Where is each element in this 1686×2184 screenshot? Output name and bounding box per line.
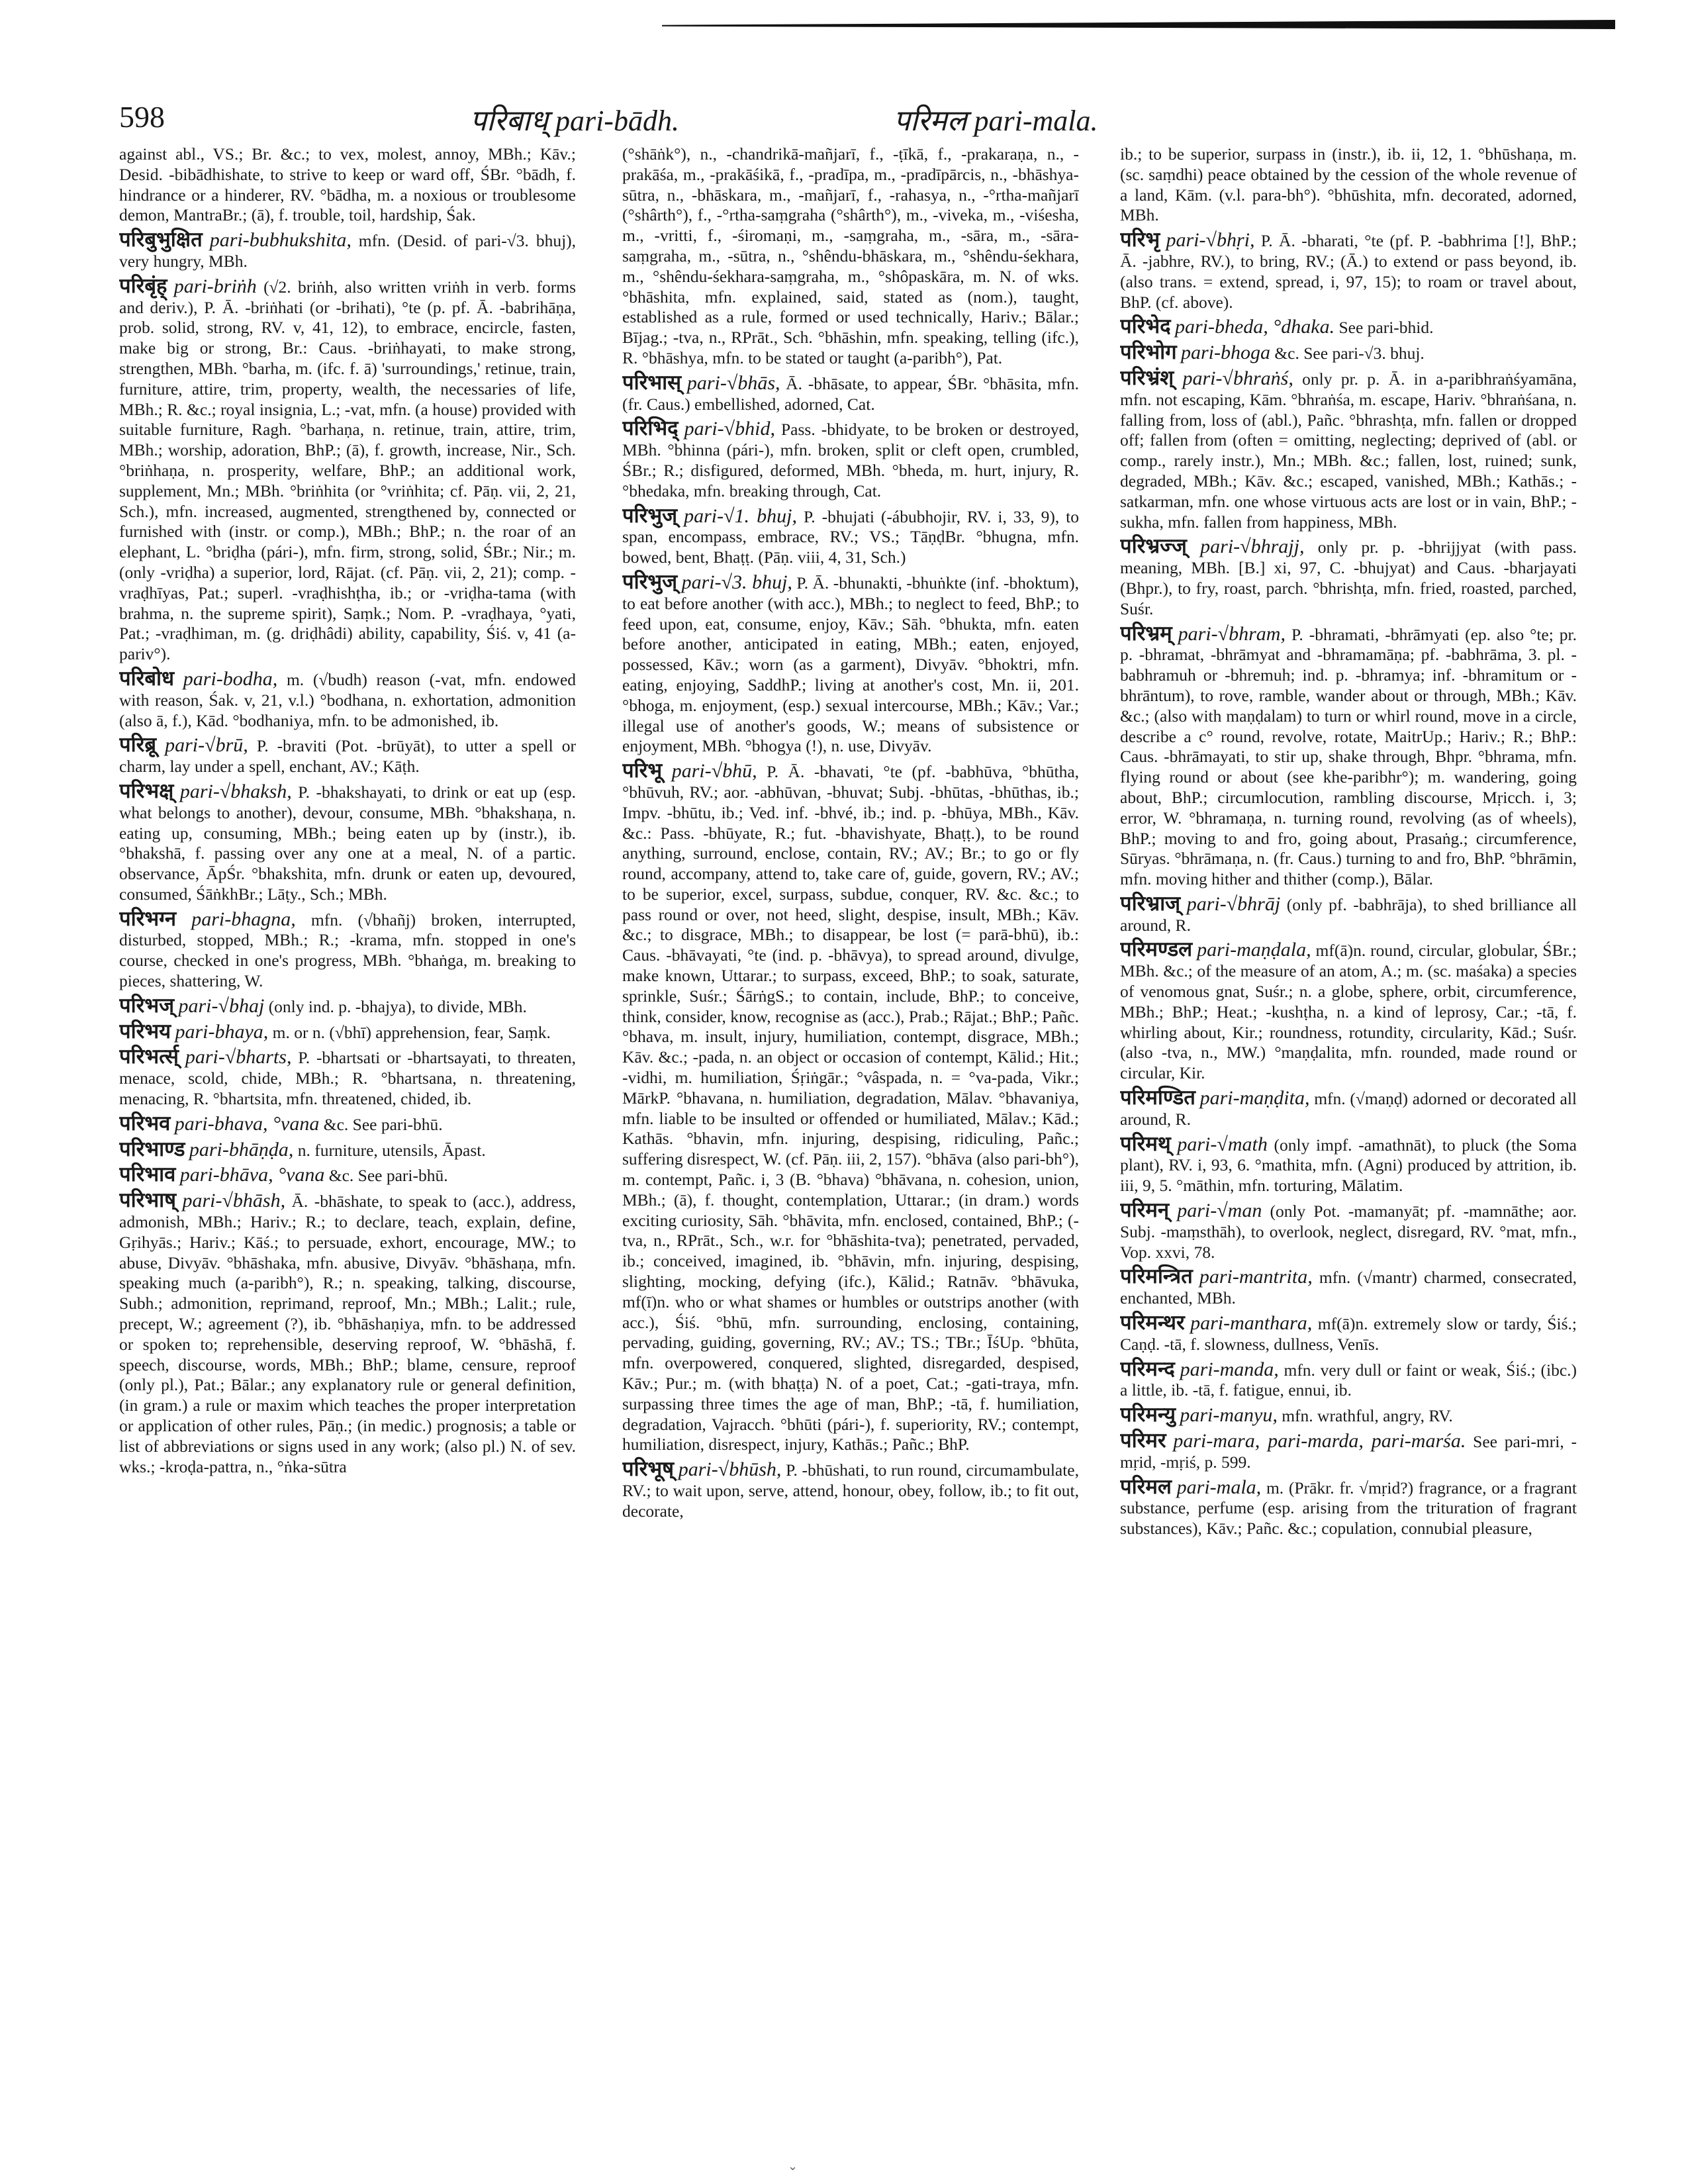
entry-headword: परिभृ (1120, 228, 1160, 252)
entry-transliteration: pari-√bharts, (185, 1046, 292, 1068)
entry-transliteration: pari-√bhram, (1178, 622, 1286, 645)
entry-text: only pr. p. Ā. in a-paribhraṅśyamāna, mfn. not escaping, Kām. °bhraṅśa, m. escape, Hariv. °bhraṅśana, n. falling from, loss of (abl.), Pañc. °bhrashṭa, mfn. fallen or dropped off; fallen from (often = omitting, neglecting; deprived of (abl. or comp., rarely instr.), Mn.; MBh. &c.; fallen, lost, ruined; sunk, degraded, MBh.; Kāv. &c.; escaped, vanished, MBh.; Kathās.; -satkarman, mfn. one whose virtuous acts are lost or in vain, BhP.; -sukha, mfn. fallen from happiness, MBh. (1120, 369, 1577, 532)
dictionary-entry (622, 503, 1079, 568)
entry-text: (only pf. -babhrāja), to shed brilliance all around, R. (1120, 894, 1577, 935)
entry-headword: परिब्रू (119, 733, 157, 757)
entry-text: mfn. wrathful, angry, RV. (1282, 1406, 1453, 1426)
entry-headword: परिमर (1120, 1429, 1166, 1452)
entry-transliteration: pari-√3. bhuj, (681, 571, 792, 593)
entry-headword: परिभू (622, 759, 663, 783)
entry-headword: परिमण्डित (1120, 1086, 1195, 1110)
dictionary-columns (119, 144, 1575, 2144)
dictionary-entry (1120, 316, 1577, 338)
entry-transliteration: pari-manthara, (1190, 1312, 1313, 1335)
entry-text: mfn. (√mantr) charmed, consecrated, enchanted, MBh. (1120, 1268, 1577, 1308)
entry-transliteration: pari-√bhraṅś, (1182, 367, 1293, 389)
dictionary-entry (119, 1111, 576, 1135)
entry-transliteration: pari-bhaya, (175, 1020, 269, 1043)
entry-headword: परिभूष् (622, 1457, 675, 1481)
entry-text: mf(ā)n. round, circular, globular, ŚBr.; MBh. &c.; of the measure of an atom, A.; m. (sc. maśaka) a species of venomous gnat, Suśr.; n. a globe, sphere, orbit, circumference, MBh.; BhP.; Heat.; -kushṭha, n. a kind of leprosy, Car.; -tā, f. whirling about, Kir.; roundness, rotundity, circularity, Kād.; Suśr. (also -tva, n., MW.) °maṇḍalita, mfn. rounded, made round or circular, Kir. (1120, 941, 1577, 1083)
entry-transliteration: pari-√bhū, (671, 760, 757, 783)
entry-transliteration: pari-briṅh (173, 275, 257, 297)
entry-headword: परिभय (119, 1019, 171, 1043)
entry-transliteration: pari-√bhās, (686, 371, 780, 394)
entry-headword: परिभास् (622, 370, 682, 394)
entry-transliteration: pari-bhāṇḍa, (189, 1138, 294, 1161)
entry-transliteration: pari-bhagna, (191, 908, 296, 930)
dictionary-entry (1120, 1200, 1577, 1262)
entry-text: only pr. p. -bhrijjyat (with pass. meaning, MBh. [B.] xi, 97, C. -bhujyat) and Caus. -bharjayati (Bhpr.), to fry, roast, parch. °bhrishṭa, mfn. fried, roasted, parched, Suśr. (1120, 538, 1577, 618)
entry-text: P. -bhakshayati, to drink or eat up (esp. what belongs to another), devour, consume, MBh. °bhakshaṇa, n. eating up, consuming, MBh.; being eaten up by (instr.), ib. °bhakshā, f. passing over any one at a meal, N. of a partic. observance, ĀpŚr. °bhakshita, mfn. drunk or eaten up, devoured, consumed, ŚāṅkhBr.; Lāṭy., Sch.; MBh. (119, 782, 576, 904)
entry-transliteration: pari-maṇḍala, (1197, 939, 1311, 961)
entry-headword: परिबुभुक्षित (119, 228, 203, 252)
entry-text: P. -bhūshati, to run round, circumambulate, RV.; to wait upon, serve, attend, honour, obey, follow, ib.; to fit out, decorate, (622, 1460, 1079, 1521)
entry-text: P. Ā. -bharati, °te (pf. P. -babhrima [!], BhP.; Ā. -jabhre, RV.), to bring, RV.; (Ā.) to extend or pass beyond, ib. (also trans. = extend, spread, i, 97, 15); to roam or travel about, BhP. (cf. above). (1120, 231, 1577, 312)
entry-transliteration: pari-bubhukshita, (209, 229, 351, 252)
entry-headword: परिमन्द (1120, 1356, 1175, 1380)
entry-text: &c. See pari-√3. bhuj. (1274, 344, 1425, 363)
entry-text: m. (Prākr. fr. √mṛid?) fragrance, or a fragrant substance, perfume (esp. arising from the trituration of fragrant substances), Kāv.; Pañc. &c.; copulation, connubial pleasure, (1120, 1478, 1577, 1539)
entry-headword: परिभेद (1120, 314, 1171, 338)
dictionary-entry (119, 230, 576, 272)
entry-headword: परिभुज् (622, 503, 678, 527)
entry-headword: परिभ्रज्ज् (1120, 534, 1187, 558)
entry-text: mfn. (√bhañj) broken, interrupted, disturbed, stopped, MBh.; R.; -krama, mfn. stopped in one's course, checked in one's progress, MBh. °bhaṅga, m. breaking to pieces, shattering, W. (119, 910, 576, 991)
entry-text: (only Pot. -mamanyāt; pf. -mamnāthe; aor. Subj. -maṃsthāh), to overlook, neglect, disregard, RV. °mat, mfn., Vop. xxvi, 78. (1120, 1202, 1577, 1262)
entry-headword: परिमल (1120, 1474, 1172, 1498)
entry-transliteration: pari-bhava, °vana (174, 1112, 320, 1135)
entry-transliteration: pari-√man (1177, 1200, 1262, 1222)
entry-transliteration: pari-√math (1177, 1133, 1268, 1155)
dictionary-entry (1120, 621, 1577, 890)
entry-headword: परिभर्त्स् (119, 1045, 179, 1068)
entry-text: mf(ā)n. extremely slow or tardy, Śiś.; Caṇḍ. -tā, f. slowness, dullness, Venīs. (1120, 1314, 1577, 1354)
entry-headword: परिभज् (119, 993, 175, 1017)
column-3 (1120, 144, 1577, 2144)
entry-headword: परिभुज् (622, 569, 678, 593)
top-rule (662, 20, 1615, 29)
entry-transliteration: pari-manyu, (1180, 1404, 1278, 1427)
dictionary-entry (1120, 1405, 1577, 1427)
dictionary-entry (1120, 536, 1577, 619)
entry-headword: परिभाव (119, 1163, 176, 1186)
dictionary-entry (1120, 891, 1577, 936)
entry-transliteration: pari-bhāva, °vana (179, 1164, 325, 1186)
entry-headword: परिमथ् (1120, 1131, 1171, 1155)
dictionary-entry (1120, 1266, 1577, 1309)
entry-transliteration: pari-bodha, (183, 667, 278, 690)
dictionary-entry (622, 418, 1079, 501)
entry-headword: परिभग्न (119, 906, 177, 930)
entry-transliteration: pari-mantrita, (1199, 1266, 1313, 1288)
dictionary-entry (1120, 1474, 1577, 1539)
entry-text: (only impf. -amathnāt), to pluck (the Soma plant), RV. i, 93, 6. °mathita, mfn. (Agni) produced by attrition, ib. iii, 9, 5. °māthin, mfn. torturing, Mālatim. (1120, 1135, 1577, 1196)
entry-transliteration: pari-bheda, °dhaka. (1174, 316, 1335, 338)
entry-headword: परिभ्रम् (1120, 621, 1172, 645)
dictionary-entry (1120, 939, 1577, 1084)
entry-text: See pari-bhid. (1338, 318, 1434, 338)
dictionary-entry (622, 761, 1079, 1455)
entry-text: m. or n. (√bhī) apprehension, fear, Saṃk. (272, 1022, 551, 1042)
dictionary-entry (1120, 230, 1577, 312)
entry-text: ib.; to be superior, surpass in (instr.), ib. ii, 12, 1. °bhūshaṇa, m. (sc. saṃdhi) peace obtained by the cession of the whole revenue of a land, Kām. (v.l. para-bh°). °bhūshita, mfn. decorated, adorned, MBh. (1120, 144, 1577, 225)
entry-text: Ā. -bhāsate, to appear, ŚBr. °bhāsita, mfn. (fr. Caus.) embellished, adorned, Cat. (622, 373, 1079, 414)
entry-headword: परिभिद् (622, 416, 679, 440)
entry-transliteration: pari-√bhrāj (1186, 892, 1281, 915)
entry-text: mfn. (√maṇḍ) adorned or decorated all around, R. (1120, 1089, 1577, 1129)
entry-text: n. furniture, utensils, Āpast. (297, 1140, 486, 1160)
dictionary-entry (119, 144, 576, 226)
entry-text: (only ind. p. -bhajya), to divide, MBh. (268, 996, 527, 1016)
entry-headword: परिमण्डल (1120, 937, 1193, 961)
entry-headword: परिभव (119, 1111, 171, 1135)
dictionary-entry (119, 1021, 576, 1043)
entry-headword: परिमन् (1120, 1198, 1170, 1222)
page-number: 598 (119, 100, 165, 134)
dictionary-entry (119, 993, 576, 1018)
dictionary-entry (1120, 1131, 1577, 1196)
entry-transliteration: pari-√bhāsh, (182, 1190, 286, 1212)
entry-transliteration: pari-bhoga (1180, 342, 1270, 364)
entry-text: Ā. -bhāshate, to speak to (acc.), address, admonish, MBh.; Hariv.; R.; to declare, teach, explain, define, Gṛihyās.; Hariv.; Kāś.; to persuade, exhort, encourage, MW.; to abuse, Divyāv. °bhāshaka, mfn. abusive, Divyāv. °bhāshaṇa, mfn. speaking much (a-paribh°), R.; n. speaking, talking, discourse, Subh.; admonition, reprimand, reproof, Mn.; MBh.; Lalit.; rule, precept, W.; agreement (?), ib. °bhāshaṇiya, mfn. to be addressed or spoken to; reprehensible, deserving reproof, W. °bhāshā, f. speech, discourse, words, MBh.; BhP.; blame, censure, reproof (only pl.), Pat.; Bālar.; any explanatory rule or general definition, (in gram.) a rule or maxim which teaches the proper interpretation or application of other rules, Pāṇ.; (in medic.) prognosis; a table or list of abbreviations or signs used in any work; (also pl.) N. of sev. wks.; -kroḍa-pattra, n., °ṅka-sūtra (119, 1192, 576, 1476)
entry-text: (°shāṅk°), n., -chandrikā-mañjarī, f., -ṭīkā, f., -prakaraṇa, n., -prakāśa, m., -prakāśikā, f., -pradīpa, m., -pradīpārcis, n., -bhāshya-sūtra, n., -bhāskara, m., -mañjarī, f., -rahasya, n., -°rtha-mañjarī (°shârth°), f., -°rtha-saṃgraha (°shârth°), m., -viveka, m., -viśesha, m., -vritti, f., -śiromaṇi, m., -saṃgraha, m., -sāra, m., -sāra-saṃgraha, m., -sūtra, n., °shêndu-bhāskara, m., °shêndu-śekhara, m., °shêndu-śekhara-saṃgraha, m., °shôpaskāra, m. N. of wks. °bhāshita, mfn. explained, said, stated as (nom.), taught, established as a rule, formed or used technically, Hariv.; Bālar.; Bījag.; -tva, n., RPrāt., Sch. °bhāshin, mfn. speaking, telling (ifc.), R. °bhāshya, mfn. to be stated or taught (a-paribh°), Pat. (622, 144, 1079, 367)
entry-transliteration: pari-mala, (1176, 1476, 1262, 1498)
dictionary-entry (119, 1190, 576, 1477)
entry-text: &c. See pari-bhū. (328, 1166, 448, 1186)
entry-text: against abl., VS.; Br. &c.; to vex, molest, annoy, MBh.; Kāv.; Desid. -bibādhishate, to strive to keep or ward off, ŚBr. °bādh, f. hindrance or a hinderer, RV. °bādha, m. a noxious or troublesome demon, MantraBr.; (ā), f. trouble, toil, hardship, Śak. (119, 144, 576, 225)
dictionary-entry (622, 569, 1079, 757)
dictionary-entry (119, 666, 576, 731)
entry-headword: परिभाण्ड (119, 1137, 185, 1161)
entry-text: P. -bhartsati or -bhartsayati, to threaten, menace, scold, chide, MBh.; R. °bhartsana, n. threatening, menacing, R. °bhartsita, mfn. threatened, chided, ib. (119, 1048, 576, 1109)
entry-headword: परिभक्ष् (119, 779, 174, 802)
entry-text: Pass. -bhidyate, to be broken or destroyed, MBh. °bhinna (pári-), mfn. broken, split or cleft open, crumbled, ŚBr.; R.; disfigured, deformed, MBh. °bheda, m. hurt, injury, R. °bhedaka, mfn. breaking through, Cat. (622, 420, 1079, 500)
entry-headword: परिभ्राज् (1120, 891, 1181, 915)
entry-text: P. -bhujati (-ábubhojir, RV. i, 33, 9), to span, encompass, embrace, RV.; VS.; TāṇḍBr. °bhugna, mfn. bowed, bent, Bhaṭṭ. (Pāṇ. viii, 4, 31, Sch.) (622, 506, 1079, 567)
entry-headword: परिभाष् (119, 1188, 177, 1212)
entry-transliteration: pari-√brū, (165, 734, 248, 757)
entry-transliteration: pari-maṇḍita, (1199, 1087, 1310, 1110)
entry-transliteration: pari-√bhaksh, (179, 780, 292, 802)
entry-headword: परिबोध (119, 666, 175, 690)
entry-transliteration: pari-√1. bhuj, (684, 504, 797, 527)
dictionary-entry (1120, 1356, 1577, 1401)
entry-text: mfn. very dull or faint or weak, Śiś.; (ibc.) a little, ib. -tā, f. fatigue, ennui, ib. (1120, 1360, 1577, 1400)
dictionary-entry (1120, 1431, 1577, 1473)
dictionary-entry (1120, 1313, 1577, 1355)
dictionary-entry (119, 906, 576, 992)
dictionary-entry (119, 273, 576, 665)
dictionary-entry (1120, 342, 1577, 364)
entry-headword: परिमन्त्रित (1120, 1264, 1193, 1288)
entry-text: See pari-mri, -mṛid, -mṛiś, p. 599. (1120, 1432, 1577, 1472)
dictionary-entry (1120, 365, 1577, 532)
left-running-head: परिबाध् pari-bādh. (470, 105, 679, 137)
dictionary-entry (622, 370, 1079, 415)
dictionary-entry (1120, 144, 1577, 226)
page-header (119, 99, 1575, 139)
entry-transliteration: pari-√bhṛi, (1166, 229, 1255, 252)
dictionary-entry (119, 1164, 576, 1186)
entry-headword: परिबृंह् (119, 273, 167, 297)
entry-text: P. -bhramati, -bhrāmyati (ep. also °te; pr. p. -bhramat, -bhrāmyat and -bhramamāṇa; pf. -babhrāma, 3. pl. -babhramuh or -bhremuh; ind. p. -bhramya; inf. -bhramitum or -bhrāntum), to rove, ramble, wander about or through, MBh.; Kāv. &c.; (also with maṇḍalam) to turn or whirl round, move in a circle, describe a c° round, revolve, rotate, MaitrUp.; Hariv.; R.; BhP.: Caus. -bhrāmayati, to stir up, shake through, Bhpr. °bhrama, mfn. flying round or about (see khe-paribhr°); m. wandering, going about, BhP.; circumlocution, rambling discourse, Mṛicch. i, 3; error, W. °bhramaṇa, n. turning round, revolving (as of wheels), BhP.; moving to and fro, going about, Prasaṅg.; circumference, Sūryas. °bhrāmaṇa, n. (fr. Caus.) turning to and fro, BhP. °bhrāmin, mfn. moving hither and thither (comp.), Bālar. (1120, 624, 1577, 889)
entry-text: P. Ā. -bhavati, °te (pf. -babhūva, °bhūtha, °bhūvuh, RV.; aor. -abhūvan, -bhuvat; Subj. -bhūtas, -bhūthas, ib.; Impv. -bhūtu, ib.; Ved. inf. -bhvé, ib.; ind. p. -bhūya, MBh., Kāv. &c.: Pass. -bhūyate, R.; fut. -bhavishyate, Bhaṭṭ.), to be round anything, surround, enclose, contain, RV.; AV.; Br.; to go or fly round, accompany, attend to, take care of, guide, govern, RV.; AV.; to be superior, excel, surpass, subdue, conquer, RV. &c. &c.; to pass round or over, not heed, slight, despise, insult, MBh.; Kāv. &c.; to disgrace, MBh.; to disappear, be lost (= parā-bhū), ib.: Caus. -bhāvayati, °te (ind. p. -bhāvya), to spread around, divulge, make known, Uttarar.; to surpass, exceed, BhP.; to soak, saturate, sprinkle, Suśr.; ŚārṅgS.; to contain, include, BhP.; to conceive, think, consider, know, recognise as (acc.), Prab.; Rājat.; BhP.; Pañc. °bhava, m. insult, injury, humiliation, contempt, disgrace, MBh.; Kāv. &c.; -pada, n. an object or occasion of contempt, Kālid.; Hit.; -vidhi, m. humiliation, Śṛiṅgār.; °vâspada, n. = °va-pada, Vikr.; MārkP. °bhavana, n. humiliation, degradation, Mālav. °bhavaniya, mfn. liable to be insulted or offended or humiliated, Mālav.; Kād.; Kathās. °bhavin, mfn. injuring, despising, ridiculing, Pañc.; suffering disrespect, W. (cf. Pāṇ. iii, 2, 157). °bhāva (also pari-bh°), m. contempt, Pañc. i, 3 (B. °bhava) °bhāvana, n. cohesion, union, MBh.; (ā), f. thought, contemplation, Uttarar.; (in dram.) words exciting curiosity, Sāh. °bhāvita, mfn. enclosed, contained, BhP.; (-tva, n., RPrāt., Sch., w.r. for °bhāshita-tva); penetrated, pervaded, ib.; conceived, imagined, ib. °bhāvin, mfn. injuring, despising, slighting, mocking, defying (ifc.), Kālid.; Ratnāv. °bhāvuka, mf(ī)n. who or what shames or humbles or outstrips another (with acc.), Śiś. °bhū, mfn. surrounding, enclosing, containing, pervading, guiding, governing, RV.; AV.; TS.; TBr.; ĪśUp. °bhūta, mfn. overpowered, conquered, slighted, disregarded, despised, Kāv.; Pur.; m. (with bhaṭṭa) N. of a poet, Cat.; -gati-traya, mfn. surpassing three times the age of man, BhP.; -tā, f. humiliation, degradation, Vajracch. °bhūti (pári-), f. superiority, RV.; contempt, humiliation, disrespect, injury, Kathās.; Pañc.; BhP. (622, 762, 1079, 1454)
dictionary-entry (119, 1139, 576, 1161)
entry-headword: परिभ्रंश् (1120, 365, 1174, 389)
column-2 (622, 144, 1079, 2144)
dictionary-entry (119, 735, 576, 777)
entry-transliteration: pari-√bhrajj, (1200, 536, 1305, 558)
bottom-mark: ⌄ (788, 2160, 798, 2173)
entry-text: &c. See pari-bhū. (323, 1114, 443, 1134)
entry-headword: परिभोग (1120, 340, 1177, 364)
entry-text: (√2. briṅh, also written vriṅh in verb. forms and deriv.), P. Ā. -briṅhati (or -brihati), °te (p. pf. Ā. -babrihāṇa, prob. solid, strong, RV. v, 41, 12), to embrace, encircle, fasten, make big or strong, Br.: Caus. -briṅhayati, to make strong, strengthen, MBh. °barha, m. (ifc. f. ā) 'surroundings,' retinue, train, furniture, attire, trim, property, wealth, the necessaries of life, MBh.; R. &c.; royal insignia, L.; -vat, mfn. (a house) provided with suitable furniture, Ragh. °barhaṇa, n. retinue, train, attire, trim, MBh.; worship, adoration, BhP.; (ā), f. growth, increase, Nir., Sch. °briṅhaṇa, n. prosperity, welfare, BhP.; an additional work, supplement, Mn.; MBh. °briṅhita (or °vriṅhita; cf. Pāṇ. vii, 2, 21, Sch.), mfn. increased, augmented, strengthened by, connected or furnished with (instr. or comp.), MBh.; BhP.; n. the roar of an elephant, L. °briḍha (pári-), mfn. firm, strong, solid, ŚBr.; Nir.; m. (only -vriḍha) a superior, lord, Rājat. (cf. Pāṇ. vii, 2, 21); comp. -vraḍhīyas, Pat.; superl. -vraḍhishṭha, ib.; or -vriḍha-tama (with brahma, n. the supreme spirit), Saṃk.; Nom. P. -vraḍhaya, °yati, Pat.; -vraḍhiman, m. (g. driḍhâdi) ability, capability, Śiś. v, 41 (a-pariv°). (119, 277, 576, 664)
entry-text: P. Ā. -bhunakti, -bhuṅkte (inf. -bhoktum), to eat before another (with acc.), MBh.; to neglect to feed, BhP.; to feed upon, eat, consume, enjoy, Kāv.; Sāh. °bhukta, mfn. eaten before another, anticipated in eating, MBh.; eaten, enjoyed, possessed, Kāv.; worn (as a garment), Divyāv. °bhoktri, mfn. eating, enjoying, SaddhP.; living at another's cost, Mn. ii, 201. °bhoga, m. enjoyment, (esp.) sexual intercourse, MBh.; Kāv.; Var.; illegal use of another's goods, W.; means of subsistence or enjoyment, MBh. °bhogya (!), n. use, Divyāv. (622, 573, 1079, 756)
dictionary-entry (622, 144, 1079, 369)
entry-transliteration: pari-√bhaj (178, 994, 265, 1017)
dictionary-entry (622, 1459, 1079, 1521)
entry-text: mfn. (Desid. of pari-√3. bhuj), very hungry, MBh. (119, 231, 576, 271)
entry-transliteration: pari-√bhid, (684, 418, 775, 440)
column-1 (119, 144, 576, 2144)
entry-headword: परिमन्यु (1120, 1403, 1176, 1427)
entry-headword: परिमन्थर (1120, 1311, 1185, 1335)
dictionary-entry (1120, 1088, 1577, 1130)
entry-text: m. (√budh) reason (-vat, mfn. endowed with reason, Śak. v, 21, v.l.) °bodhana, n. exhortation, admonition (also ā, f.), Kād. °bodhaniya, mfn. to be admonished, ib. (119, 669, 576, 730)
dictionary-entry (119, 781, 576, 905)
entry-transliteration: pari-mara, pari-marda, pari-marśa. (1173, 1430, 1466, 1452)
dictionary-entry (119, 1047, 576, 1109)
entry-transliteration: pari-√bhūsh, (678, 1458, 782, 1481)
entry-transliteration: pari-manda, (1180, 1358, 1279, 1380)
entry-text: P. -braviti (Pot. -brūyāt), to utter a spell or charm, lay under a spell, enchant, AV.; Kāṭh. (119, 736, 576, 777)
right-running-head: परिमल pari-mala. (894, 105, 1098, 137)
